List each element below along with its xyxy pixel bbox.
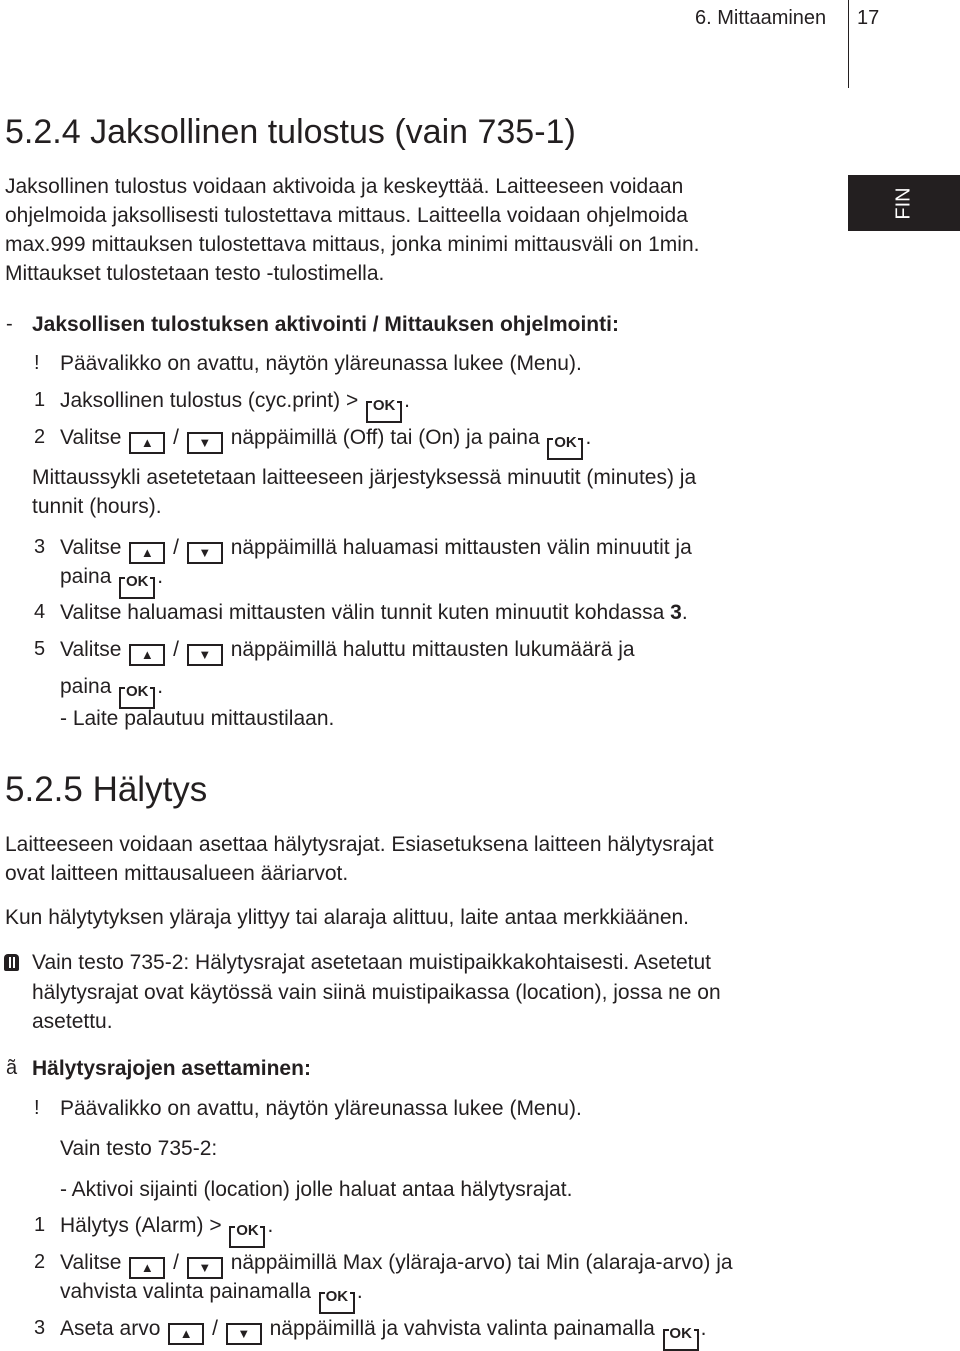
step-text: näppäimillä (Off) tai (On) ja paina (230, 426, 540, 449)
slash: / (173, 536, 180, 559)
step-text: Jaksollinen tulostus (cyc.print) > (60, 389, 359, 412)
step-3-periodic-line-1 (60, 533, 692, 564)
slash: / (173, 638, 180, 661)
subheading-periodic-print: Jaksollisen tulostuksen aktivointi / Mittauksen ohjelmointi: (32, 313, 619, 336)
step-end: . (157, 675, 164, 698)
step-text: paina (60, 565, 112, 588)
language-tab-label-wrap (848, 175, 960, 231)
step-end: . (157, 565, 164, 588)
step-text: Valitse (60, 426, 122, 449)
subheading-marker: - (6, 313, 13, 335)
step-text: näppäimillä haluamasi mittausten välin minuutit ja (230, 536, 692, 559)
section-title-5-2-5: 5.2.5 Hälytys (5, 770, 208, 809)
intro-line-4: Mittaukset tulostetaan testo -tulostimella. (5, 262, 385, 285)
ok-key-icon: OK (229, 1226, 265, 1248)
step-2-alarm-line-2 (60, 1277, 363, 1314)
step-text: vahvista valinta painamalla (60, 1280, 311, 1303)
alarm-para-1-line-1: Laitteeseen voidaan asettaa hälytysrajat. Esiasetuksena laitteen hälytysrajat (5, 833, 714, 856)
step-2-alarm-line-1 (60, 1248, 733, 1279)
down-key-icon: ▼ (187, 542, 223, 564)
step-text: näppäimillä haluttu mittausten lukumäärä ja (230, 638, 635, 661)
info-icon (4, 954, 19, 971)
running-header: 6. Mittaaminen (695, 7, 827, 29)
step-number: 5 (34, 638, 46, 660)
step-end: . (700, 1317, 707, 1340)
step-1-periodic (60, 386, 410, 423)
precondition-text: Päävalikko on avattu, näytön yläreunassa lukee (Menu). (60, 1097, 582, 1120)
down-key-icon: ▼ (226, 1323, 262, 1345)
model-note: Vain testo 735-2: (60, 1137, 218, 1160)
step-end: . (404, 389, 410, 412)
precondition-marker: ! (34, 352, 40, 374)
intro-line-3: max.999 mittauksen tulostettava mittaus, jonka minimi mittausväli on 1min. (5, 233, 700, 256)
step-text: Aseta arvo (60, 1317, 161, 1340)
step-2-periodic (60, 423, 591, 460)
model-note-item: - Aktivoi sijainti (location) jolle haluat antaa hälytysrajat. (60, 1178, 573, 1201)
up-key-icon: ▲ (129, 432, 165, 454)
info-line-2: hälytysrajat ovat käytössä vain siinä muistipaikassa (location), jossa ne on (32, 981, 721, 1004)
up-key-icon: ▲ (168, 1323, 204, 1345)
down-key-icon: ▼ (187, 1257, 223, 1279)
step-text: Hälytys (Alarm) > (60, 1214, 222, 1237)
down-key-icon: ▼ (187, 432, 223, 454)
step-text: Valitse (60, 1251, 122, 1274)
info-line-1: Vain testo 735-2: Hälytysrajat asetetaan muistipaikkakohtaisesti. Asetetut (32, 951, 711, 974)
page-number: 17 (857, 7, 880, 29)
step-text: Valitse haluamasi mittausten välin tunnit kuten minuutit kohdassa (60, 601, 665, 624)
step-text: paina (60, 675, 112, 698)
subheading-alarm-limits: Hälytysrajojen asettaminen: (32, 1057, 311, 1080)
step-number: 3 (34, 1317, 46, 1339)
info-line-3: asetettu. (32, 1010, 113, 1033)
step-number: 2 (34, 426, 46, 448)
subheading-marker: ã (6, 1057, 18, 1079)
ok-key-icon: OK (663, 1329, 699, 1351)
step-number: 3 (34, 536, 46, 558)
header-divider (848, 0, 849, 88)
section-title-5-2-4: 5.2.4 Jaksollinen tulostus (vain 735-1) (5, 113, 576, 151)
step-text: näppäimillä ja vahvista valinta painamalla (269, 1317, 655, 1340)
ok-key-icon: OK (366, 401, 402, 423)
step-4-periodic (60, 598, 688, 627)
step-text: näppäimillä Max (yläraja-arvo) tai Min (alaraja-arvo) ja (230, 1251, 733, 1274)
precondition-marker: ! (34, 1097, 40, 1119)
step-end: . (681, 601, 688, 624)
step-reference: 3 (670, 601, 682, 624)
step-3-periodic-line-2 (60, 562, 163, 599)
step-text: Valitse (60, 536, 122, 559)
slash: / (173, 426, 180, 449)
alarm-para-1-line-2: ovat laitteen mittausalueen ääriarvot. (5, 862, 349, 885)
up-key-icon: ▲ (129, 644, 165, 666)
step-3-alarm (60, 1314, 707, 1351)
precondition-text: Päävalikko on avattu, näytön yläreunassa lukee (Menu). (60, 352, 582, 375)
step-5-periodic-line-1 (60, 635, 635, 666)
intro-line-1: Jaksollinen tulostus voidaan aktivoida ja keskeyttää. Laitteeseen voidaan (5, 175, 684, 198)
ok-key-icon: OK (319, 1292, 355, 1314)
down-key-icon: ▼ (187, 644, 223, 666)
slash: / (212, 1317, 218, 1340)
cycle-note-line-1: Mittaussykli asetetetaan laitteeseen järjestyksessä minuutit (minutes) ja (32, 466, 697, 489)
alarm-para-2: Kun hälytytyksen yläraja ylittyy tai alaraja alittuu, laite antaa merkkiäänen. (5, 906, 690, 929)
up-key-icon: ▲ (129, 1257, 165, 1279)
step-end: . (356, 1280, 363, 1303)
step-end: . (585, 426, 592, 449)
step-text: Valitse (60, 638, 122, 661)
step-number: 1 (34, 389, 46, 411)
language-tab-label: FIN (892, 186, 915, 220)
slash: / (173, 1251, 180, 1274)
step-end: . (267, 1214, 274, 1237)
step-number: 4 (34, 601, 46, 623)
step-number: 2 (34, 1251, 46, 1273)
ok-key-icon: OK (119, 577, 155, 599)
cycle-note-line-2: tunnit (hours). (32, 495, 162, 518)
step-1-alarm (60, 1211, 273, 1248)
ok-key-icon: OK (547, 438, 583, 460)
ok-key-icon: OK (119, 687, 155, 709)
result-line: - Laite palautuu mittaustilaan. (60, 707, 335, 730)
step-number: 1 (34, 1214, 46, 1236)
intro-line-2: ohjelmoida jaksollisesti tulostettava mittaus. Laitteella voidaan ohjelmoida (5, 204, 688, 227)
up-key-icon: ▲ (129, 542, 165, 564)
